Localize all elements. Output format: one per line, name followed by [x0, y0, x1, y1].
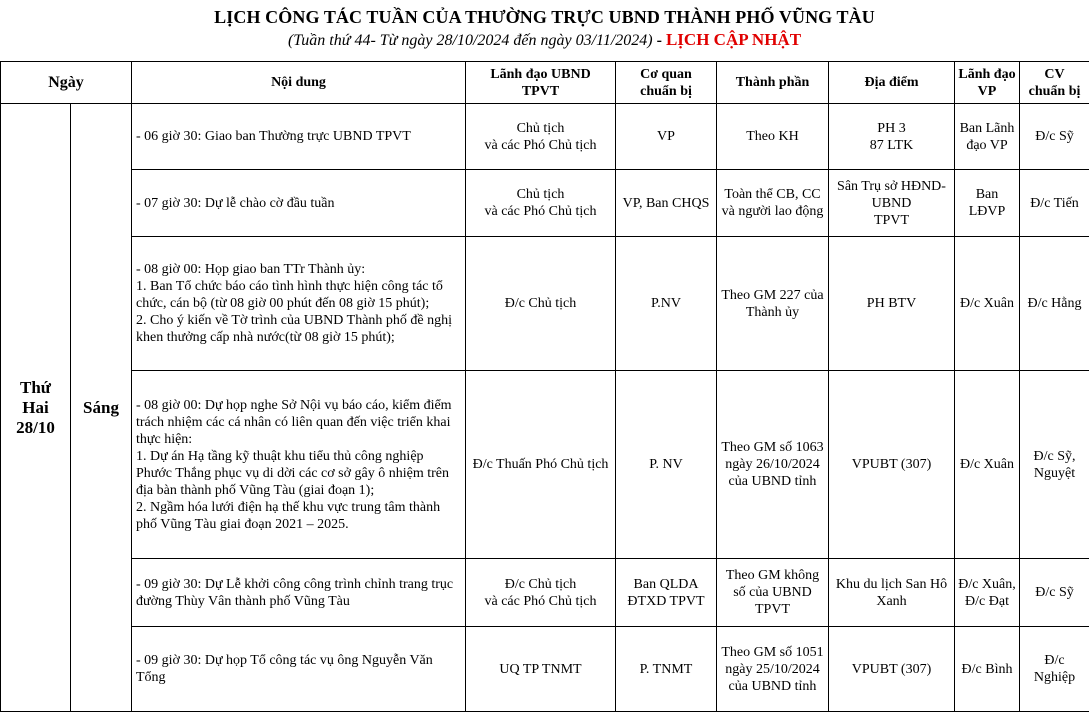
row-location: VPUBT (307): [829, 627, 955, 712]
row-content: - 06 giờ 30: Giao ban Thường trực UBND TPVT: [132, 104, 466, 170]
row-office-leader: Đ/c Xuân, Đ/c Đạt: [955, 559, 1020, 627]
row-officer: Đ/c Tiến: [1020, 170, 1089, 237]
row-leader: Chủ tịch và các Phó Chủ tịch: [466, 104, 616, 170]
table-row: [1, 627, 1089, 712]
row-location: VPUBT (307): [829, 371, 955, 559]
table-row: [1, 170, 1089, 237]
row-agency: P.NV: [616, 237, 717, 371]
document-title: LỊCH CÔNG TÁC TUẦN CỦA THƯỜNG TRỰC UBND THÀNH PHỐ VŨNG TÀU: [0, 6, 1089, 28]
row-content: - 09 giờ 30: Dự Lễ khởi công công trình chỉnh trang trục đường Thùy Vân thành phố Vũng Tàu: [132, 559, 466, 627]
row-leader: Đ/c Thuấn Phó Chủ tịch: [466, 371, 616, 559]
week-range: (Tuần thứ 44- Từ ngày 28/10/2024 đến ngày 03/11/2024): [288, 32, 653, 49]
row-content: - 08 giờ 00: Dự họp nghe Sở Nội vụ báo cáo, kiểm điểm trách nhiệm các cá nhân có liên quan đến việc triển khai thực hiện: 1. Dự án Hạ tầng kỹ thuật khu tiểu thủ công nghiệp Phước Thắng phục vụ di dời các cơ sở gây ô nhiệm trên địa bàn thành phố Vũng Tàu (giai đoạn 1); 2. Ngầm hóa lưới điện hạ thế khu vực trung tâm thành phố Vũng Tàu giai đoạn 2021 – 2025.: [132, 371, 466, 559]
row-officer: Đ/c Sỹ, Nguyệt: [1020, 371, 1089, 559]
row-officer: Đ/c Sỹ: [1020, 559, 1089, 627]
row-participants: Theo GM 227 của Thành ủy: [717, 237, 829, 371]
row-office-leader: Đ/c Xuân: [955, 237, 1020, 371]
row-office-leader: Đ/c Bình: [955, 627, 1020, 712]
document-subtitle: [0, 29, 1089, 52]
subtitle-separator: -: [653, 32, 666, 49]
row-agency: VP: [616, 104, 717, 170]
row-content: - 07 giờ 30: Dự lễ chào cờ đầu tuần: [132, 170, 466, 237]
row-officer: Đ/c Sỹ: [1020, 104, 1089, 170]
row-office-leader: Ban LĐVP: [955, 170, 1020, 237]
table-row: [1, 104, 1089, 170]
row-leader: UQ TP TNMT: [466, 627, 616, 712]
row-location: PH BTV: [829, 237, 955, 371]
row-leader: Đ/c Chủ tịch và các Phó Chủ tịch: [466, 559, 616, 627]
table-header-row: [1, 62, 1089, 104]
header-content: Nội dung: [132, 62, 466, 104]
session-cell: Sáng: [71, 104, 132, 712]
row-leader: Chủ tịch và các Phó Chủ tịch: [466, 170, 616, 237]
row-content: - 09 giờ 30: Dự họp Tổ công tác vụ ông Nguyễn Văn Tổng: [132, 627, 466, 712]
header-location: Địa điểm: [829, 62, 955, 104]
row-officer: Đ/c Nghiệp: [1020, 627, 1089, 712]
row-agency: P. NV: [616, 371, 717, 559]
header-day: Ngày: [1, 62, 132, 104]
header-office-leader: Lãnh đạo VP: [955, 62, 1020, 104]
header-leader: Lãnh đạo UBND TPVT: [466, 62, 616, 104]
row-participants: Theo GM số 1063 ngày 26/10/2024 của UBND tỉnh: [717, 371, 829, 559]
row-office-leader: Đ/c Xuân: [955, 371, 1020, 559]
document-heading: [0, 0, 1089, 55]
header-agency: Cơ quan chuẩn bị: [616, 62, 717, 104]
row-leader: Đ/c Chủ tịch: [466, 237, 616, 371]
table-row: [1, 237, 1089, 371]
table-row: [1, 371, 1089, 559]
row-participants: Theo KH: [717, 104, 829, 170]
row-participants: Theo GM số 1051 ngày 25/10/2024 của UBND tỉnh: [717, 627, 829, 712]
header-officer: CV chuẩn bị: [1020, 62, 1089, 104]
row-agency: Ban QLDA ĐTXD TPVT: [616, 559, 717, 627]
row-content: - 08 giờ 00: Họp giao ban TTr Thành ủy: 1. Ban Tổ chức báo cáo tình hình thực hiện công tác tổ chức, cán bộ (từ 08 giờ 00 phút đến 08 giờ 15 phút); 2. Cho ý kiến về Tờ trình của UBND Thành phố đề nghị khen thưởng cấp nhà nước(từ 08 giờ 15 phút);: [132, 237, 466, 371]
row-agency: VP, Ban CHQS: [616, 170, 717, 237]
row-location: PH 3 87 LTK: [829, 104, 955, 170]
row-participants: Toàn thể CB, CC và người lao động: [717, 170, 829, 237]
row-officer: Đ/c Hằng: [1020, 237, 1089, 371]
table-row: [1, 559, 1089, 627]
row-participants: Theo GM không số của UBND TPVT: [717, 559, 829, 627]
header-participants: Thành phần: [717, 62, 829, 104]
update-label: LỊCH CẬP NHẬT: [666, 30, 801, 49]
row-location: Khu du lịch San Hô Xanh: [829, 559, 955, 627]
row-location: Sân Trụ sở HĐND- UBND TPVT: [829, 170, 955, 237]
row-agency: P. TNMT: [616, 627, 717, 712]
day-cell: Thứ Hai 28/10: [1, 104, 71, 712]
row-office-leader: Ban Lãnh đạo VP: [955, 104, 1020, 170]
schedule-table: [0, 61, 1089, 712]
